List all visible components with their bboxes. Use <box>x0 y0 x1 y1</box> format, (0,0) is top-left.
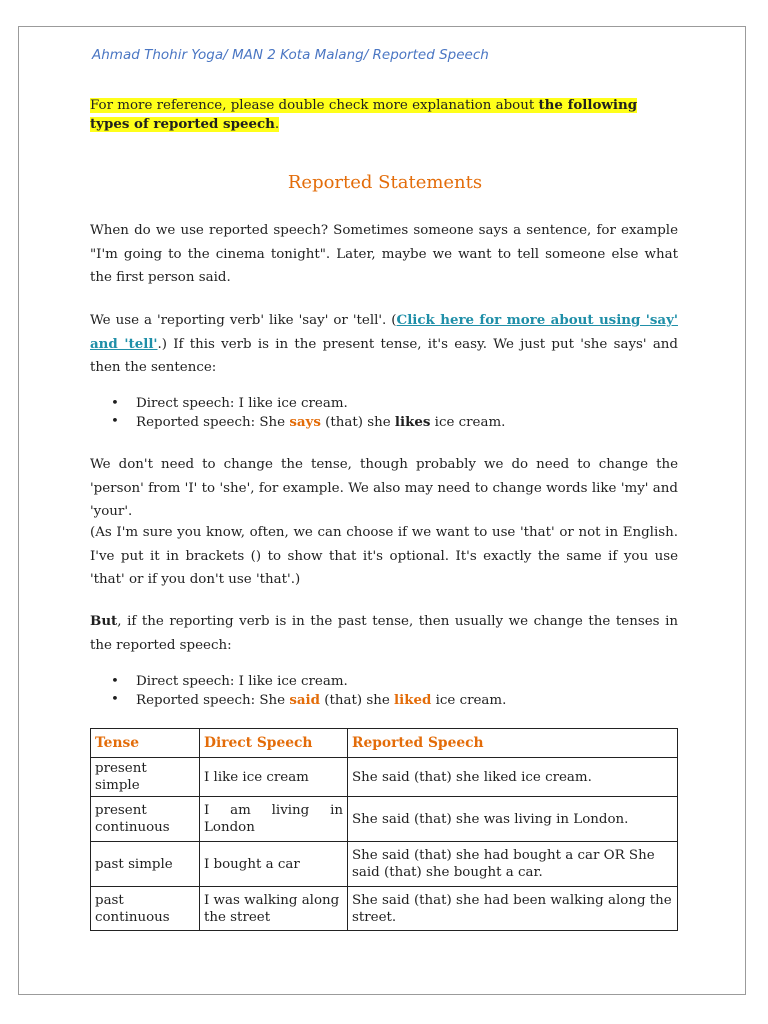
header-tense: Tense <box>91 729 200 758</box>
paragraph-person-change: We don't need to change the tense, though probably we do need to change the 'person' from 'I' to 'she', for example. We also may need to change words like 'my' and 'your'. <box>90 457 678 519</box>
reported-text: Reported speech: She <box>136 693 290 708</box>
cell-tense: present continuous <box>91 797 200 842</box>
table-row <box>91 758 678 797</box>
paragraph-past-tense <box>90 610 678 657</box>
reported-object: likes <box>394 414 431 430</box>
list-item-direct: • Direct speech: I like ice cream. <box>136 673 724 691</box>
list-item-reported <box>136 691 724 710</box>
reference-highlight <box>90 98 637 132</box>
cell-direct <box>200 797 348 842</box>
cell-direct: I was walking along the street <box>200 887 348 931</box>
header-reported-speech: Reported Speech <box>348 729 678 758</box>
cell-tense: past simple <box>91 842 200 887</box>
cell-direct: I bought a car <box>200 842 348 887</box>
reference-bold: the following types of reported speech <box>90 97 638 132</box>
reference-note <box>90 96 680 134</box>
paragraph-intro: When do we use reported speech? Sometimes someone says a sentence, for example "I'm going to the cinema tonight". Later, maybe we want to tell someone else what the first person said. <box>90 223 678 285</box>
reported-text: ice cream. <box>431 693 507 708</box>
reference-lead: For more reference, please double check more explanation about <box>90 98 539 113</box>
header-direct-speech: Direct Speech <box>200 729 348 758</box>
reported-verb: says <box>289 414 321 430</box>
section-title: Reported Statements <box>287 172 483 193</box>
paragraph-reporting-verb <box>90 309 678 380</box>
list-item-reported <box>136 413 724 432</box>
cell-reported: She said (that) she was living in London. <box>348 797 678 842</box>
tense-table <box>90 728 678 931</box>
reported-text: (that) she <box>320 415 395 430</box>
cell-reported: She said (that) she had bought a car OR She said (that) she bought a car. <box>348 842 678 887</box>
reported-text: ice cream. <box>430 415 506 430</box>
reported-verb: said <box>289 692 321 708</box>
table-header-row <box>91 729 678 758</box>
p2-before: We use a 'reporting verb' like 'say' or 'tell'. ( <box>90 313 397 328</box>
say-tell-link[interactable]: Click here for more about using 'say' and 'tell' <box>90 312 678 352</box>
running-header: Ahmad Thohir Yoga/ MAN 2 Kota Malang/ Reported Speech <box>92 47 489 63</box>
example-list-present <box>90 395 724 432</box>
p2-after: .) If this verb is in the present tense, it's easy. We just put 'she says' and then the sentence: <box>90 336 679 375</box>
reported-text: Reported speech: She <box>136 415 290 430</box>
cell-reported: She said (that) she had been walking along the street. <box>348 887 678 931</box>
reported-object: liked <box>394 692 432 708</box>
table-row <box>91 842 678 887</box>
list-item-direct: • Direct speech: I like ice cream. <box>136 395 724 413</box>
paragraph-that-optional: (As I'm sure you know, often, we can choose if we want to use 'that' or not in English. I've put it in brackets () to show that it's optional. It's exactly the same if you use 'that' or if you don't use 'that'.) <box>90 525 678 587</box>
reference-tail: . <box>274 117 280 132</box>
reported-text: (that) she <box>320 693 395 708</box>
cell-direct-text: I am living in London <box>204 803 343 835</box>
cell-reported: She said (that) she liked ice cream. <box>348 758 678 797</box>
example-list-past <box>90 673 724 710</box>
cell-tense: past continuous <box>91 887 200 931</box>
table-row <box>91 797 678 842</box>
table-row <box>91 887 678 931</box>
p5-bold: But <box>90 613 118 629</box>
cell-direct: I like ice cream <box>200 758 348 797</box>
p5-rest: , if the reporting verb is in the past tense, then usually we change the tenses in the reported speech: <box>90 614 678 653</box>
cell-tense: present simple <box>91 758 200 797</box>
